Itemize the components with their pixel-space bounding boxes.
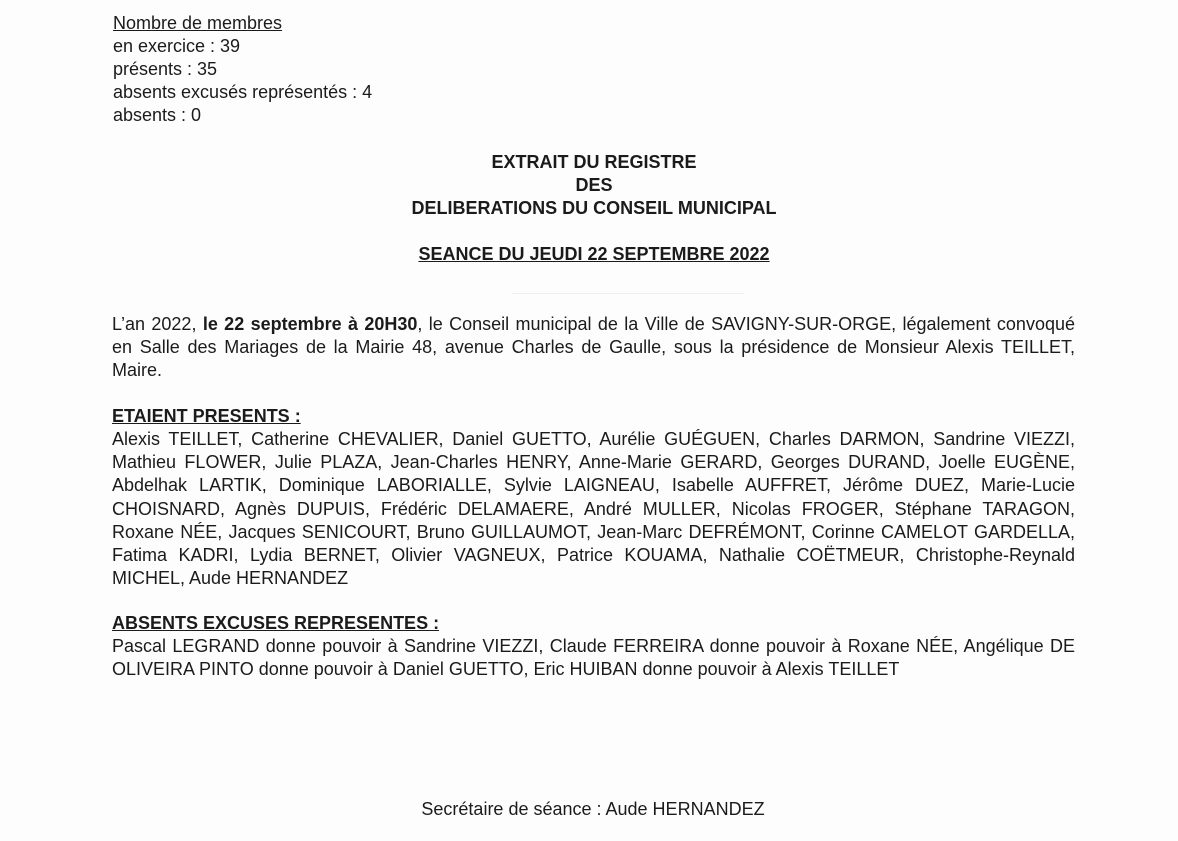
document-heading bbox=[0, 151, 1178, 220]
absents-list: Pascal LEGRAND donne pouvoir à Sandrine VIEZZI, Claude FERREIRA donne pouvoir à Roxane NÉE, Angélique DE OLIVEIRA PINTO donne pouvoir à Daniel GUETTO, Eric HUIBAN donne pouvoir à Alexis TEILLET bbox=[112, 636, 1075, 680]
heading-line-3: DELIBERATIONS DU CONSEIL MUNICIPAL bbox=[411, 198, 777, 218]
members-presents: présents : 35 bbox=[113, 59, 218, 79]
seance-title: SEANCE DU JEUDI 22 SEPTEMBRE 2022 bbox=[418, 244, 770, 264]
members-title: Nombre de membres bbox=[113, 13, 283, 33]
intro-after: , le Conseil municipal de la Ville de SAVIGNY-SUR-ORGE, légalement convoqué en Salle des Mariages de la Mairie 48, avenue Charles de Gaulle, sous la présidence de Monsieur Alexis TEILLET, Maire. bbox=[112, 314, 1075, 381]
intro-paragraph bbox=[112, 313, 1075, 383]
divider bbox=[512, 293, 744, 294]
presents-heading: ETAIENT PRESENTS : bbox=[112, 406, 301, 426]
members-count-block bbox=[113, 12, 372, 127]
presents-list: Alexis TEILLET, Catherine CHEVALIER, Daniel GUETTO, Aurélie GUÉGUEN, Charles DARMON, Sandrine VIEZZI, Mathieu FLOWER, Julie PLAZA, Jean-Charles HENRY, Anne-Marie GERARD, Georges DURAND, Joelle EUGÈNE, Abdelhak LARTIK, Dominique LABORIALLE, Sylvie LAIGNEAU, Isabelle AUFFRET, Jérôme DUEZ, Marie-Lucie CHOISNARD, Agnès DUPUIS, Frédéric DELAMAERE, André MULLER, Nicolas FROGER, Stéphane TARAGON, Roxane NÉE, Jacques SENICOURT, Bruno GUILLAUMOT, Jean-Marc DEFRÉMONT, Corinne CAMELOT GARDELLA, Fatima KADRI, Lydia BERNET, Olivier VAGNEUX, Patrice KOUAMA, Nathalie COËTMEUR, Christophe-Reynald MICHEL, Aude HERNANDEZ bbox=[112, 429, 1075, 589]
heading-line-2: DES bbox=[575, 175, 613, 195]
intro-date: le 22 septembre à 20H30 bbox=[202, 314, 418, 334]
members-en-exercice: en exercice : 39 bbox=[113, 36, 241, 56]
absents-heading: ABSENTS EXCUSES REPRESENTES : bbox=[112, 613, 440, 633]
heading-line-1: EXTRAIT DU REGISTRE bbox=[491, 152, 697, 172]
secretary-line: Secrétaire de séance : Aude HERNANDEZ bbox=[421, 799, 765, 819]
intro-before: L’an 2022, bbox=[112, 314, 203, 334]
members-absents: absents : 0 bbox=[113, 105, 202, 125]
members-absents-representes: absents excusés représentés : 4 bbox=[113, 82, 373, 102]
